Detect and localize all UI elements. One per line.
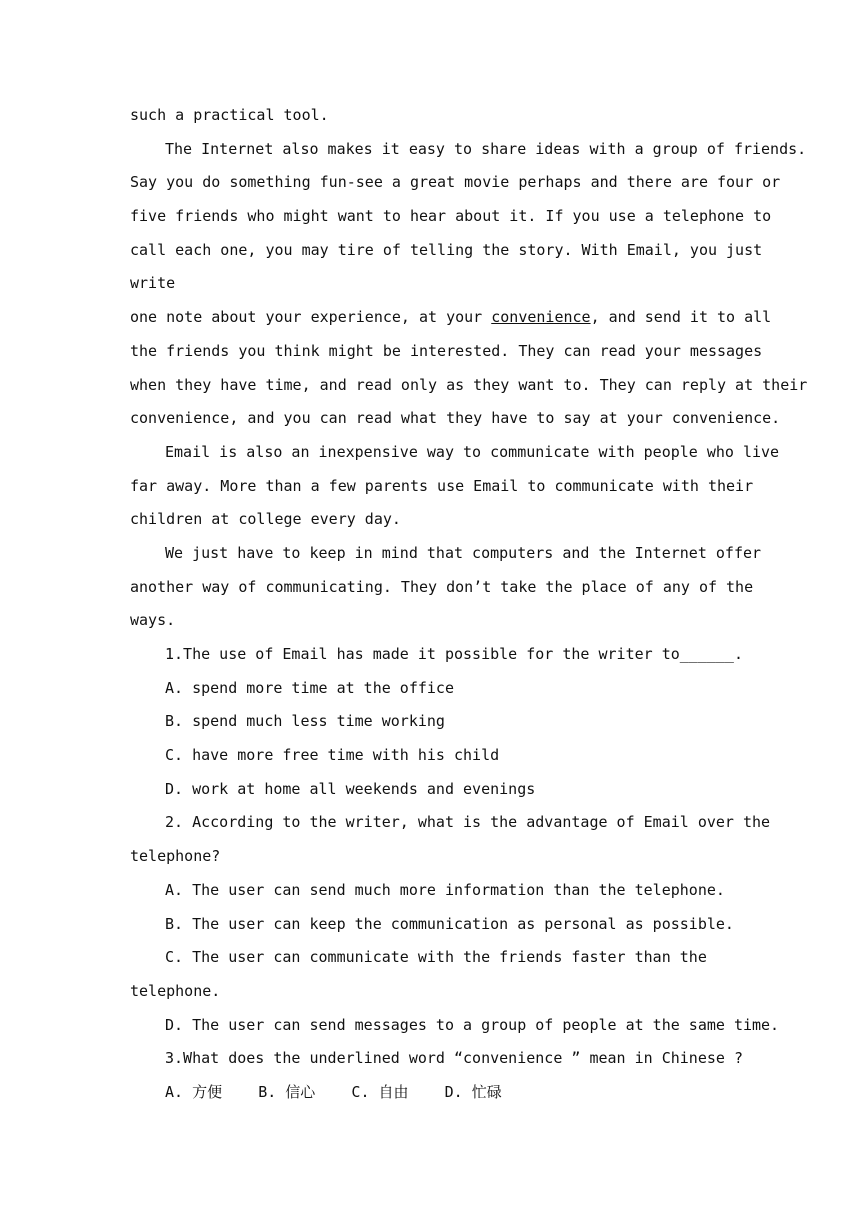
paragraph-line: call each one, you may tire of telling the story. With Email, you just [130, 240, 763, 259]
answer-option: C. The user can communicate with the friends faster than the [165, 948, 707, 967]
answer-option: B. spend much less time working [165, 712, 445, 731]
question-stem: 1.The use of Email has made it possible for the writer to______. [165, 645, 743, 663]
line-text: one note about your experience, at your [130, 308, 492, 327]
answer-option: C. have more free time with his child [165, 746, 500, 765]
paragraph-line: such a practical tool. [130, 106, 329, 124]
answer-option: B. The user can keep the communication as personal as possible. [165, 914, 734, 933]
paragraph-line [130, 301, 772, 335]
paragraph-line: write [130, 274, 176, 293]
answer-option: A. The user can send much more information than the telephone. [165, 880, 725, 899]
answer-option: D. The user can send messages to a group of people at the same time. [165, 1015, 780, 1034]
paragraph-line: convenience, and you can read what they have to say at your convenience. [130, 409, 781, 428]
paragraph-line: Say you do something fun-see a great movie perhaps and there are four or [130, 173, 781, 192]
question-stem: telephone? [130, 847, 221, 866]
paragraph-line: far away. More than a few parents use Email to communicate with their [130, 476, 754, 495]
question-stem: 3.What does the underlined word “convenience ” mean in Chinese ? [165, 1049, 743, 1068]
answer-option: D. work at home all weekends and evenings [165, 779, 536, 798]
answer-option: telephone. [130, 981, 221, 1000]
paragraph-line: the friends you think might be interested. They can read your messages [130, 341, 763, 360]
answer-option: A. spend more time at the office [165, 678, 454, 697]
line-text: , and send it to all [590, 308, 772, 327]
answer-options: A. 方便 B. 信心 C. 自由 D. 忙碌 [165, 1082, 502, 1101]
question-stem: 2. According to the writer, what is the advantage of Email over the [165, 813, 771, 832]
underlined-word: convenience [491, 308, 591, 327]
paragraph-line: children at college every day. [130, 510, 401, 529]
paragraph-line: Email is also an inexpensive way to communicate with people who live [165, 442, 780, 461]
paragraph-line: ways. [130, 611, 176, 630]
paragraph-line: We just have to keep in mind that computers and the Internet offer [165, 543, 762, 562]
paragraph-line: another way of communicating. They don’t take the place of any of the [130, 577, 754, 596]
paragraph-line: five friends who might want to hear about it. If you use a telephone to [130, 207, 772, 226]
document-page [130, 99, 808, 1110]
paragraph-line: when they have time, and read only as they want to. They can reply at their [130, 375, 808, 394]
paragraph-line: The Internet also makes it easy to share ideas with a group of friends. [165, 139, 807, 158]
